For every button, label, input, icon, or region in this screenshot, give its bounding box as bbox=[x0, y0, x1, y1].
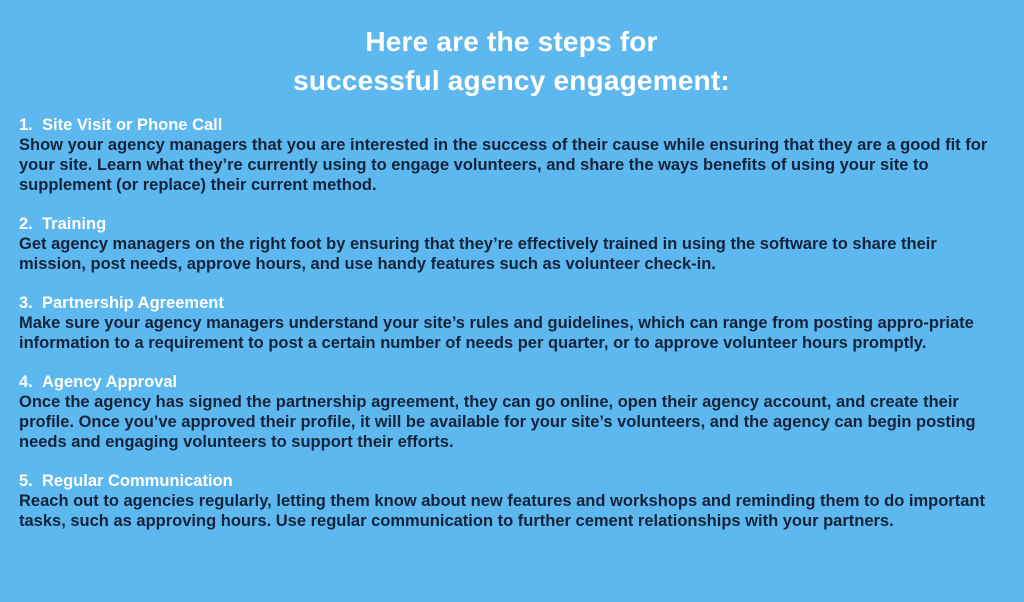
step-title: Partnership Agreement bbox=[42, 294, 224, 312]
steps-list bbox=[19, 115, 1004, 531]
step-heading bbox=[19, 115, 1004, 135]
step-title: Site Visit or Phone Call bbox=[42, 116, 223, 134]
step-item bbox=[19, 115, 1004, 195]
title-line-1: Here are the steps for bbox=[365, 26, 658, 57]
step-title: Regular Communication bbox=[42, 472, 233, 490]
step-heading bbox=[19, 293, 1004, 313]
step-item bbox=[19, 293, 1004, 353]
step-number: 2. bbox=[19, 215, 33, 233]
step-heading bbox=[19, 471, 1004, 491]
step-item bbox=[19, 372, 1004, 452]
step-heading bbox=[19, 372, 1004, 392]
page-title bbox=[19, 22, 1004, 100]
step-number: 1. bbox=[19, 116, 33, 134]
step-number: 5. bbox=[19, 472, 33, 490]
step-description: Show your agency managers that you are interested in the success of their cause while ensuring that they are a good fit for your site. Learn what they’re currently using to engage volunteers, and share the ways benefits of using your site to supplement (or replace) their current method. bbox=[19, 136, 988, 194]
step-number: 3. bbox=[19, 294, 33, 312]
step-title: Training bbox=[42, 215, 107, 233]
step-description: Make sure your agency managers understand your site’s rules and guidelines, which can range from posting appro-priate information to a requirement to post a certain number of needs per quarter, or to approve volunteer hours promptly. bbox=[19, 314, 974, 352]
step-heading bbox=[19, 214, 1004, 234]
step-description: Get agency managers on the right foot by ensuring that they’re effectively trained in using the software to share their mission, post needs, approve hours, and use handy features such as volunteer check-in. bbox=[19, 235, 937, 273]
step-description: Once the agency has signed the partnership agreement, they can go online, open their agency account, and create their profile. Once you’ve approved their profile, it will be available for your site’s volunteers, and the agency can begin posting needs and engaging volunteers to support their efforts. bbox=[19, 393, 976, 451]
step-item bbox=[19, 214, 1004, 274]
step-description: Reach out to agencies regularly, letting them know about new features and workshops and reminding them to do important tasks, such as approving hours. Use regular communication to further cement relationships with your partners. bbox=[19, 492, 985, 530]
step-item bbox=[19, 471, 1004, 531]
title-line-2: successful agency engagement: bbox=[293, 65, 730, 96]
step-number: 4. bbox=[19, 373, 33, 391]
step-title: Agency Approval bbox=[42, 373, 178, 391]
